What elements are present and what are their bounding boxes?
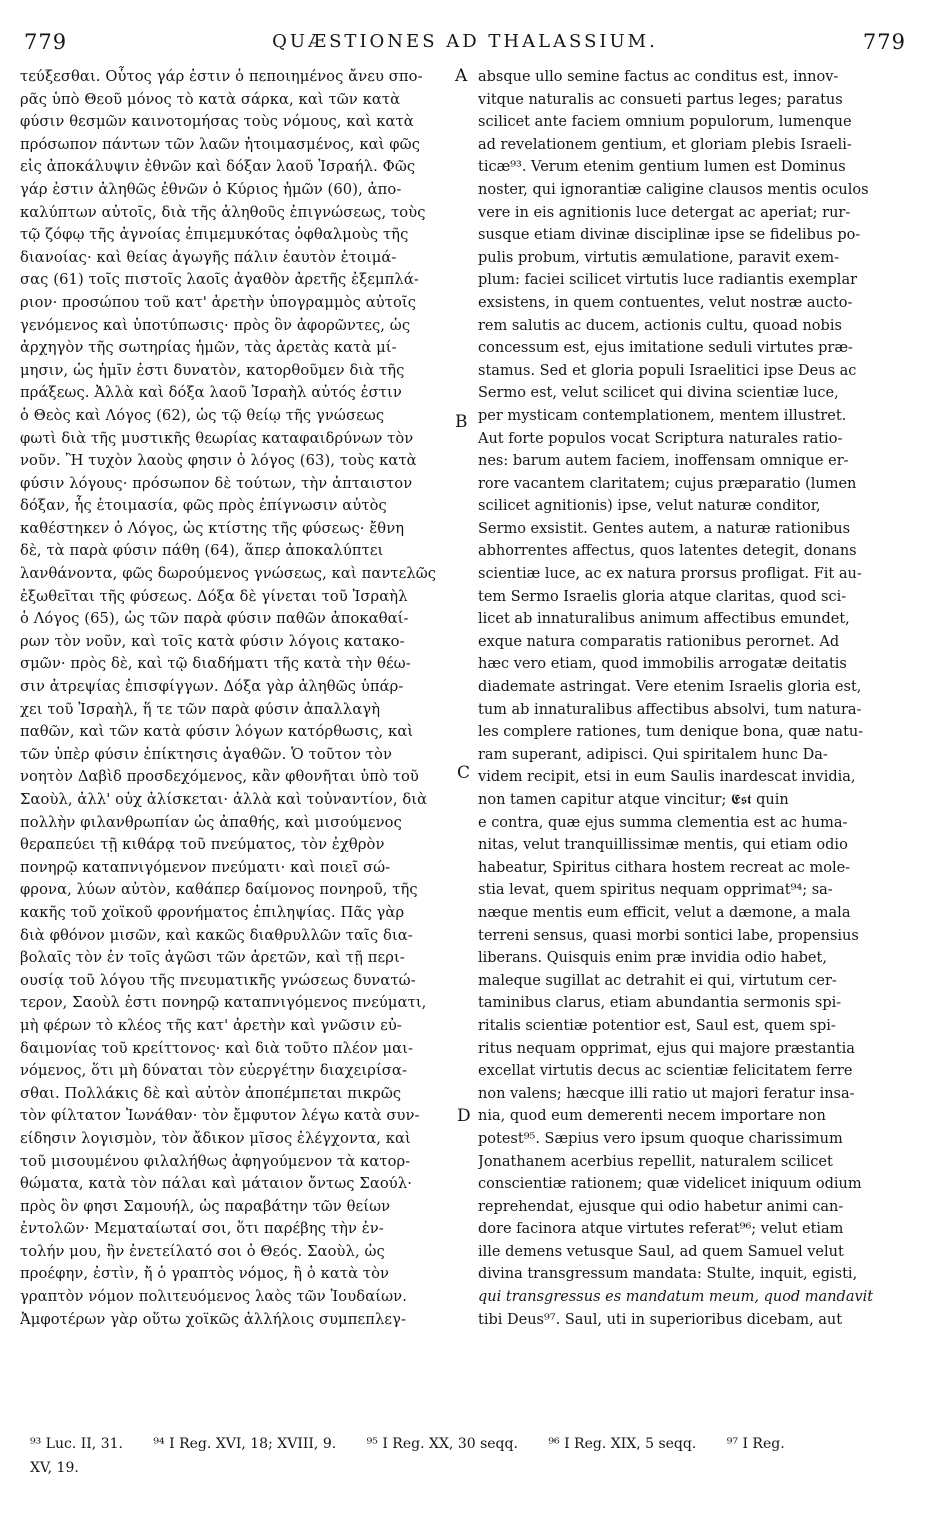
- section-marker-c: C: [457, 763, 471, 783]
- text-line: concessum est, ejus imitatione seduli virtutes præ-: [478, 340, 853, 357]
- text-line: ὁ Θεὸς καὶ Λόγος (62), ὡς τῷ θείῳ τῆς γνώσεως: [20, 406, 385, 424]
- text-line: τὸν φίλτατον Ἰωνάθαν· τὸν ἔμφυτον λέγω κατὰ συν-: [20, 1107, 420, 1125]
- text-line: tum ab innaturalibus affectibus absolvi, tum natura-: [478, 701, 862, 718]
- text-line: σθαι. Πολλάκις δὲ καὶ αὐτὸν ἀποπέμπεται πικρῶς: [20, 1084, 402, 1102]
- text-line: plum: faciei scilicet virtutis luce radiantis exemplar: [478, 272, 858, 289]
- text-line: σμῶν· πρὸς δὲ, καὶ τῷ διαδήματι τῆς κατὰ τὴν θέω-: [20, 655, 411, 673]
- text-line: diademate astringat. Vere etenim Israelis gloria est,: [478, 679, 862, 696]
- text-line: hæc vero etiam, quod immobilis arrogatæ deitatis: [478, 656, 847, 673]
- text-line: nitas, velut tranquillissimæ mentis, qui etiam odio: [478, 837, 848, 854]
- text-line: næque mentis eum efficit, velut a dæmone, a mala: [478, 904, 851, 921]
- text-line: absque ullo semine factus ac conditus est, innov-: [478, 69, 839, 85]
- text-line: μὴ φέρων τὸ κλέος τῆς κατ' ἀρετὴν καὶ γνῶσιν εὐ-: [20, 1016, 402, 1034]
- text-line: rem salutis ac ducem, actionis cultu, quoad nobis: [478, 317, 842, 334]
- text-line: τερον, Σαοὺλ ἐστι πονηρῷ καταπνιγόμενος πνεύματι,: [20, 994, 427, 1012]
- text-line: κακῆς τοῦ χοϊκοῦ φρονήματος ἐπιληψίας. Πᾶς γὰρ: [20, 903, 405, 921]
- text-line: δαιμονίας τοῦ κρείττονος· καὶ διὰ τοῦτο πλέον μαι-: [20, 1039, 414, 1057]
- text-line: ἀρχηγὸν τῆς σωτηρίας ἡμῶν, τὰς ἀρετὰς κατὰ μί-: [20, 339, 397, 357]
- text-line: scilicet ante faciem omnium populorum, lumenque: [478, 114, 852, 131]
- text-line: βολαῖς τὸν ἐν τοῖς ἀγῶσι τῶν ἀρετῶν, καὶ τῇ περι-: [20, 949, 405, 967]
- text-line: tibi Deus⁹⁷. Saul, uti in superioribus dicebam, aut: [478, 1311, 843, 1328]
- text-line: ουσίᾳ τοῦ λόγου τῆς πνευματικῆς γνώσεως δυνατώ-: [20, 971, 416, 989]
- text-line: videm recipit, etsi in eum Saulis inardescat invidia,: [478, 769, 856, 786]
- text-line: πρὸς ὃν φησι Σαμουήλ, ὡς παραβάτην τῶν θείων: [20, 1197, 391, 1215]
- page-number-right: 779: [862, 30, 906, 54]
- text-line: Jonathanem acerbius repellit, naturalem scilicet: [478, 1153, 833, 1170]
- text-line: non tamen capitur atque vincitur; 𝕰𝖘𝖙 quin: [478, 792, 789, 808]
- text-line: stia levat, quem spiritus nequam opprimat⁹⁴; sa-: [478, 882, 833, 899]
- text-line: ὁ Λόγος (65), ὡς τῶν παρὰ φύσιν παθῶν ἀποκαθαί-: [20, 610, 409, 628]
- text-line: γενόμενος καὶ ὑποτύπωσις· πρὸς ὃν ἀφορῶντες, ὡς: [20, 316, 411, 334]
- text-line: σας (61) τοῖς πιστοῖς λαοῖς ἀγαθὸν ἀρετῆς ἐξεμπλά-: [20, 271, 419, 289]
- text-line: vere in eis agnitionis luce detergat ac aperiat; rur-: [478, 204, 851, 221]
- text-line: e contra, quæ ejus summa clementia est ac huma-: [478, 814, 848, 831]
- text-line: excellat virtutis decus ac scientiæ felicitatem ferre: [478, 1063, 853, 1080]
- text-line: πονηρῷ καταπνιγόμενον πνεύματι· καὶ ποιεῖ σώ-: [20, 858, 391, 876]
- text-line: ille demens vetusque Saul, ad quem Samuel velut: [478, 1243, 844, 1260]
- footnote-row: [30, 1432, 910, 1456]
- text-line: pulis probum, virtutis æmulatione, paravit exem-: [478, 249, 840, 266]
- text-line: exsistens, in quem contuentes, velut nostræ aucto-: [478, 294, 853, 311]
- text-line: είδησιν λογισμὸν, τὸν ἄδικον μῖσος ἐλέγχοντα, καὶ: [20, 1129, 411, 1147]
- text-line: abhorrentes affectus, quos latentes detegit, donans: [478, 543, 857, 560]
- text-line: χει τοῦ Ἰσραὴλ, ἥ τε τῶν παρὰ φύσιν ἀπαλλαγὴ: [20, 700, 381, 718]
- text-line: τῶν ὑπὲρ φύσιν ἐπίκτησις ἀγαθῶν. Ὁ τοῦτον τὸν: [20, 745, 392, 763]
- text-line: καλύπτων αὐτοῖς, διὰ τῆς ἀληθοῦς ἐπιγνώσεως, τοὺς: [20, 203, 426, 221]
- section-marker-b: B: [455, 412, 468, 432]
- text-line: nia, quod eum demerenti necem importare non: [478, 1108, 826, 1125]
- text-line: ἐντολῶν· Μεματαίωταί σοι, ὅτι παρέβης τὴν ἐν-: [20, 1220, 384, 1238]
- text-line: scilicet agnitionis) ipse, velut naturæ conditor,: [478, 498, 821, 515]
- text-line: φρονα, λύων αὐτὸν, καθάπερ δαίμονος πονηροῦ, τῆς: [20, 881, 418, 899]
- text-line: stamus. Sed et gloria populi Israelitici ipse Deus ac: [478, 362, 857, 379]
- text-line: λανθάνοντα, φῶς δωρούμενος γνώσεως, καὶ παντελῶς: [20, 565, 437, 583]
- text-line: nes: barum autem faciem, inoffensam omnique er-: [478, 453, 849, 470]
- text-line: ram superant, adipisci. Qui spiritalem hunc Da-: [478, 746, 828, 763]
- text-line: τῷ ζόφῳ τῆς ἀγνοίας ἐπιμεμυκότας ὀφθαλμοὺς τῆς: [20, 226, 409, 244]
- text-line: vitque naturalis ac consueti partus leges; paratus: [478, 91, 843, 108]
- text-line: προέφην, ἐστὶν, ἤ ὁ γραπτὸς νόμος, ἢ ὁ κατὰ τὸν: [20, 1265, 390, 1283]
- text-line: παθῶν, καὶ τῶν κατὰ φύσιν λόγων κατόρθωσις, καὶ: [20, 723, 414, 741]
- text-line: taminibus clarus, etiam abundantia sermonis spi-: [478, 995, 842, 1012]
- text-line: ἐξωθεῖται τῆς φύσεως. Δόξα δὲ γίνεται τοῦ Ἰσραὴλ: [20, 587, 408, 605]
- text-line: νοῦν. Ἢ τυχὸν λαοὺς φησιν ὁ λόγος (63), τοὺς κατὰ: [20, 452, 417, 470]
- text-line: Aut forte populos vocat Scriptura naturales ratio-: [478, 430, 843, 447]
- footnote: ⁹⁶ I Reg. XIX, 5 seqq.: [548, 1436, 697, 1452]
- running-head: [24, 30, 906, 60]
- footnote: ⁹³ Luc. II, 31.: [30, 1436, 123, 1452]
- text-line: διὰ φθόνον μισῶν, καὶ κακῶς διαθρυλλῶν ταῖς δια-: [20, 926, 413, 944]
- footnote-row: [30, 1456, 910, 1480]
- page-number-left: 779: [24, 30, 68, 54]
- text-line: Sermo exsistit. Gentes autem, a naturæ rationibus: [478, 520, 851, 537]
- text-line: ρων τὸν νοῦν, καὶ τοῖς κατὰ φύσιν λόγοις κατακο-: [20, 632, 405, 650]
- footnote: XV, 19.: [30, 1460, 79, 1476]
- text-line: divina transgressum mandata: Stulte, inquit, egisti,: [478, 1266, 858, 1283]
- text-line: Σαοὺλ, ἀλλ' οὐχ ἁλίσκεται· ἀλλὰ καὶ τοὐναντίον, διὰ: [20, 791, 428, 808]
- text-line: Ἀμφοτέρων γὰρ οὕτω χοϊκῶς ἀλλήλοις συμπεπλεγ-: [20, 1310, 407, 1328]
- text-line: rore vacantem claritatem; cujus præparatio (lumen: [478, 475, 857, 492]
- text-line: licet ab innaturalibus animum affectibus emundet,: [478, 611, 850, 628]
- text-line: scientiæ luce, ac ex natura prorsus profligat. Fit au-: [478, 566, 862, 583]
- running-title: QUÆSTIONES AD THALASSIUM.: [272, 31, 658, 52]
- text-line: φωτὶ διὰ τῆς μυστικῆς θεωρίας καταφαιδρύνων τὸν: [20, 429, 414, 447]
- text-line: φύσιν λόγους· πρόσωπον δὲ τούτων, τὴν ἀπταιστον: [20, 474, 413, 492]
- text-line: qui transgressus es mandatum meum, quod mandavit: [478, 1289, 874, 1306]
- text-line: δόξαν, ἧς ἑτοιμασία, φῶς πρὸς ἐπίγνωσιν αὐτὸς: [20, 497, 387, 515]
- text-line: susque etiam divinæ disciplinæ ipse se fidelibus po-: [478, 227, 861, 244]
- text-line: θεραπεύει τῇ κιθάρᾳ τοῦ πνεύματος, τὸν ἐχθρὸν: [20, 836, 385, 854]
- text-line: exque natura comparatis rationibus perornet. Ad: [478, 633, 840, 650]
- footnotes: [30, 1432, 910, 1480]
- text-line: πρόσωπον πάντων τῶν λαῶν ἡτοιμασμένος, καὶ φῶς: [20, 135, 421, 153]
- text-line: conscientiæ rationem; quæ videlicet iniquum odium: [478, 1176, 862, 1193]
- section-marker-d: D: [457, 1106, 471, 1126]
- text-line: per mysticam contemplationem, mentem illustret.: [478, 407, 847, 424]
- section-marker-a: A: [455, 66, 468, 86]
- text-line: non valens; hæcque illi ratio ut majori feratur insa-: [478, 1085, 855, 1102]
- text-line: terreni sensus, quasi morbi sontici labe, propensius: [478, 927, 859, 944]
- text-line: τοῦ μισουμένου φιλαλήθως ἀφηγούμενον τὰ κατορ-: [20, 1152, 411, 1170]
- text-line: ritalis scientiæ potentior est, Saul est, quem spi-: [478, 1017, 836, 1034]
- text-line: dore facinora atque virtutes referat⁹⁶; velut etiam: [478, 1221, 844, 1238]
- text-line: δὲ, τὰ παρὰ φύσιν πάθη (64), ἅπερ ἀποκαλύπτει: [20, 542, 384, 560]
- text-line: ticæ⁹³. Verum etenim gentium lumen est Dominus: [478, 159, 846, 176]
- text-line: ritus nequam opprimat, ejus qui majore præstantia: [478, 1040, 855, 1057]
- text-line: noster, qui ignorantiæ caligine clausos mentis oculos: [478, 181, 869, 198]
- greek-text-column: [20, 66, 452, 1424]
- footnote: ⁹⁴ I Reg. XVI, 18; XVIII, 9.: [153, 1436, 337, 1452]
- text-line: νοητὸν Δαβὶδ προσδεχόμενος, κἂν φθονῆται ὑπὸ τοῦ: [20, 768, 419, 786]
- text-line: τολήν μου, ἣν ἐνετείλατό σοι ὁ Θεός. Σαοὺλ, ὡς: [20, 1242, 385, 1260]
- text-line: tem Sermo Israelis gloria atque claritas, quod sci-: [478, 588, 847, 605]
- text-line: νόμενος, ὅτι μὴ δύναται τὸν εὐεργέτην διαχειρίσα-: [20, 1062, 408, 1080]
- text-line: πολλὴν φιλανθρωπίαν ὡς ἀπαθής, καὶ μισούμενος: [20, 813, 402, 831]
- text-line: μησιν, ὡς ἡμῖν ἐστι δυνατὸν, κατορθοῦμεν διὰ τῆς: [20, 361, 405, 379]
- text-line: γάρ ἐστιν ἀληθῶς ἐθνῶν ὁ Κύριος ἡμῶν (60), ἀπο-: [20, 180, 402, 198]
- text-line: τεύξεσθαι. Οὗτος γάρ ἐστιν ὁ πεποιημένος ἄνευ σπο-: [20, 68, 423, 85]
- text-line: habeatur, Spiritus cithara hostem recreat ac mole-: [478, 859, 851, 876]
- footnote: ⁹⁷ I Reg.: [726, 1436, 785, 1452]
- text-line: maleque sugillat ac detrahit ei qui, virtutum cer-: [478, 972, 837, 989]
- text-line: γραπτὸν νόμον πολιτευόμενος λαὸς τῶν Ἰουδαίων.: [20, 1288, 407, 1306]
- footnote: ⁹⁵ I Reg. XX, 30 seqq.: [366, 1436, 518, 1452]
- text-line: πράξεως. Ἀλλὰ καὶ δόξα λαοῦ Ἰσραὴλ αὐτός ἐστιν: [20, 384, 402, 402]
- text-line: εἰς ἀποκάλυψιν ἐθνῶν καὶ δόξαν λαοῦ Ἰσραήλ. Φῶς: [20, 158, 416, 176]
- text-line: ad revelationem gentium, et gloriam plebis Israeli-: [478, 136, 852, 153]
- text-line: potest⁹⁵. Sæpius vero ipsum quoque charissimum: [478, 1130, 843, 1147]
- text-line: διανοίας· καὶ θείας ἀγωγῆς πάλιν ἑαυτὸν ἑτοιμά-: [20, 248, 397, 266]
- text-line: Sermo est, velut scilicet qui divina scientiæ luce,: [478, 385, 839, 402]
- latin-text-column: [478, 66, 910, 1424]
- text-line: καθέστηκεν ὁ Λόγος, ὡς κτίστης τῆς φύσεως· ἔθνη: [20, 519, 405, 537]
- text-line: liberans. Quisquis enim præ invidia odio habet,: [478, 950, 827, 967]
- text-line: φύσιν θεσμῶν καινοτομήσας τοὺς νόμους, καὶ κατὰ: [20, 113, 414, 131]
- text-line: σιν ἀτρεψίας ἐπισφίγγων. Δόξα γὰρ ἀληθῶς ὑπάρ-: [20, 678, 404, 696]
- text-line: ριον· προσώπου τοῦ κατ' ἀρετὴν ὑπογραμμὸς αὐτοῖς: [20, 293, 417, 311]
- text-line: θώματα, κατὰ τὸν πάλαι καὶ μάταιον ὄντως Σαούλ·: [20, 1175, 413, 1193]
- text-line: ρᾶς ὑπὸ Θεοῦ μόνος τὸ κατὰ σάρκα, καὶ τῶν κατὰ: [20, 90, 401, 108]
- text-line: reprehendat, ejusque qui odio habetur animi can-: [478, 1198, 844, 1215]
- text-line: les complere rationes, tum denique bona, quæ natu-: [478, 724, 864, 741]
